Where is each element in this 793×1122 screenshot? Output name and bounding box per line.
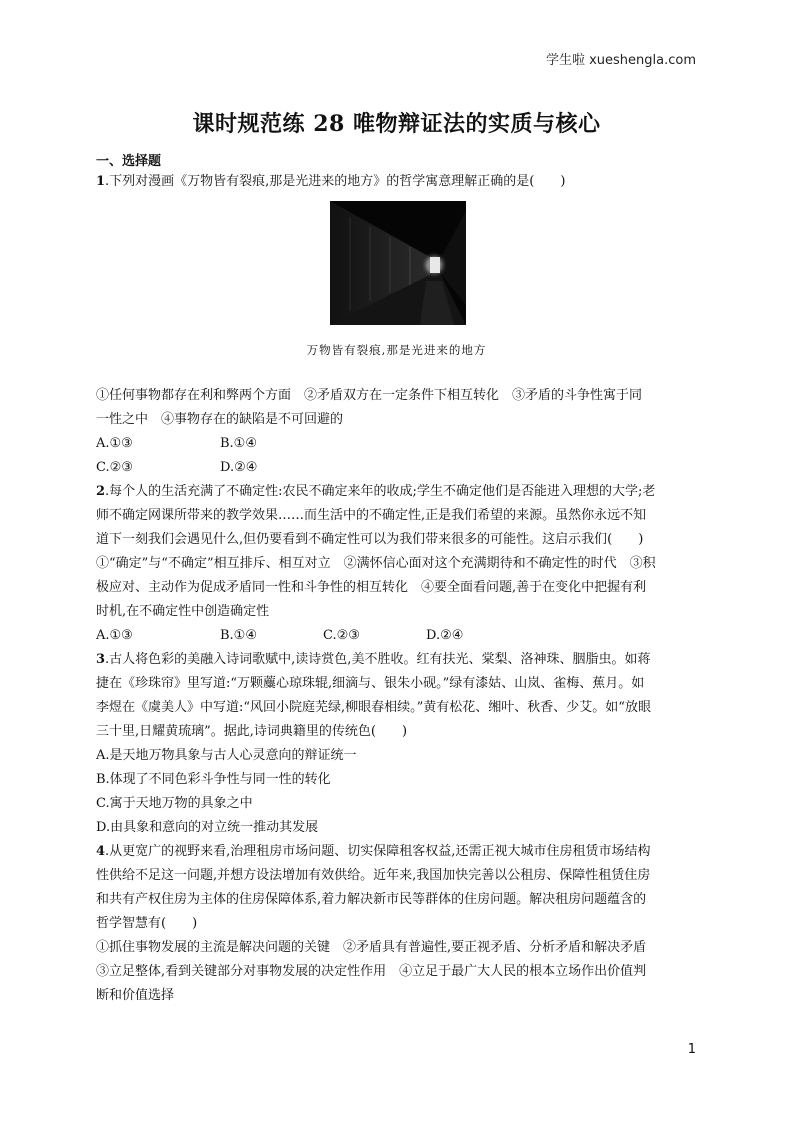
q4-line-7: 断和价值选择 [96,988,175,1003]
q1-option-a: A.①③ [96,436,133,451]
page-number: 1 [687,1042,696,1057]
q4-line-5: ①抓住事物发展的主流是解决问题的关键 ②矛盾具有普遍性,要正视矛盾、分析矛盾和解决矛盾 [96,940,647,955]
q2-option-c: C.②③ [323,628,360,643]
question-number: 1 [96,174,106,189]
q4-line-4: 哲学智慧有( ) [96,916,198,931]
q2-line-6: 时机,在不确定性中创造确定性 [96,604,270,619]
corridor-illustration [330,201,466,325]
q2-option-b: B.①④ [220,628,257,643]
q4-line-2: 性供给不足这一问题,并想方设法增加有效供给。近年来,我国加快完善以公租房、保障性租赁住房 [96,868,651,883]
q3-option-a: A.是天地万物具象与古人心灵意向的辩证统一 [96,748,357,763]
q4-line-6: ③立足整体,看到关键部分对事物发展的决定性作用 ④立足于最广大人民的根本立场作出价值判 [96,964,647,979]
q2-line-3: 道下一刻我们会遇见什么,但仍要看到不确定性可以为我们带来很多的可能性。这启示我们( ) [96,532,644,547]
section-heading: 一、选择题 [96,154,162,169]
question-number: 2 [96,484,106,499]
question-2-stem [96,484,655,500]
figure-caption: 万物皆有裂痕,那是光进来的地方 [306,343,487,357]
q3-option-d: D.由具象和意向的对立统一推动其发展 [96,820,319,835]
question-number: 3 [96,652,106,667]
q2-line-5: 极应对、主动作为促成矛盾同一性和斗争性的相互转化 ④要全面看问题,善于在变化中把握有利 [96,580,647,595]
question-1-stem [96,174,565,190]
question-4-stem [96,844,650,860]
question-text: .每个人的生活充满了不确定性:农民不确定来年的收成;学生不确定他们是否能进入理想的大学;老 [105,484,656,499]
q2-option-d: D.②④ [426,628,464,643]
q3-option-c: C.寓于天地万物的具象之中 [96,796,253,811]
site-header: 学生啦 xueshengla.com [545,53,696,68]
q1-items-line-2: 一性之中 ④事物存在的缺陷是不可回避的 [96,412,344,427]
q3-line-2: 捷在《珍珠帘》里写道:“万颗蘪心琼珠辊,细滴与、银朱小砚。”绿有漆姑、山岚、雀梅、蕉月。如 [96,676,645,691]
q2-line-2: 师不确定网课所带来的教学效果……而生活中的不确定性,正是我们希望的来源。虽然你永远不知 [96,508,647,523]
question-text: .从更宽广的视野来看,治理租房市场问题、切实保障租客权益,还需正视大城市住房租赁市场结构 [105,844,651,859]
q3-option-b: B.体现了不同色彩斗争性与同一性的转化 [96,772,331,787]
q1-items-line-1: ①任何事物都存在利和弊两个方面 ②矛盾双方在一定条件下相互转化 ③矛盾的斗争性寓于同 [96,388,643,403]
q2-option-a: A.①③ [96,628,133,643]
question-3-stem [96,652,650,668]
question-text: .古人将色彩的美融入诗词歌赋中,读诗赏色,美不胜收。红有扶光、棠梨、洛神珠、胭脂虫。如蒋 [105,652,651,667]
q1-option-c: C.②③ [96,460,133,475]
q3-line-3: 李煜在《虞美人》中写道:“风回小院庭芜绿,柳眼春相续。”黄有松花、缃叶、秋香、少艾。如“放眼 [96,700,651,715]
q3-line-4: 三十里,日耀黄琉璃”。据此,诗词典籍里的传统色( ) [96,724,408,739]
corridor-photo [330,201,466,325]
question-number: 4 [96,844,106,859]
q2-line-4: ①“确定”与“不确定”相互排斥、相互对立 ②满怀信心面对这个充满期待和不确定性的时代 ③积 [96,556,656,571]
q1-option-b: B.①④ [220,436,257,451]
q1-option-d: D.②④ [220,460,258,475]
question-text: .下列对漫画《万物皆有裂痕,那是光进来的地方》的哲学寓意理解正确的是( ) [105,174,566,189]
q4-line-3: 和共有产权住房为主体的住房保障体系,着力解决新市民等群体的住房问题。解决租房问题蕴含的 [96,892,647,907]
page-title: 课时规范练 28 唯物辩证法的实质与核心 [192,111,601,137]
